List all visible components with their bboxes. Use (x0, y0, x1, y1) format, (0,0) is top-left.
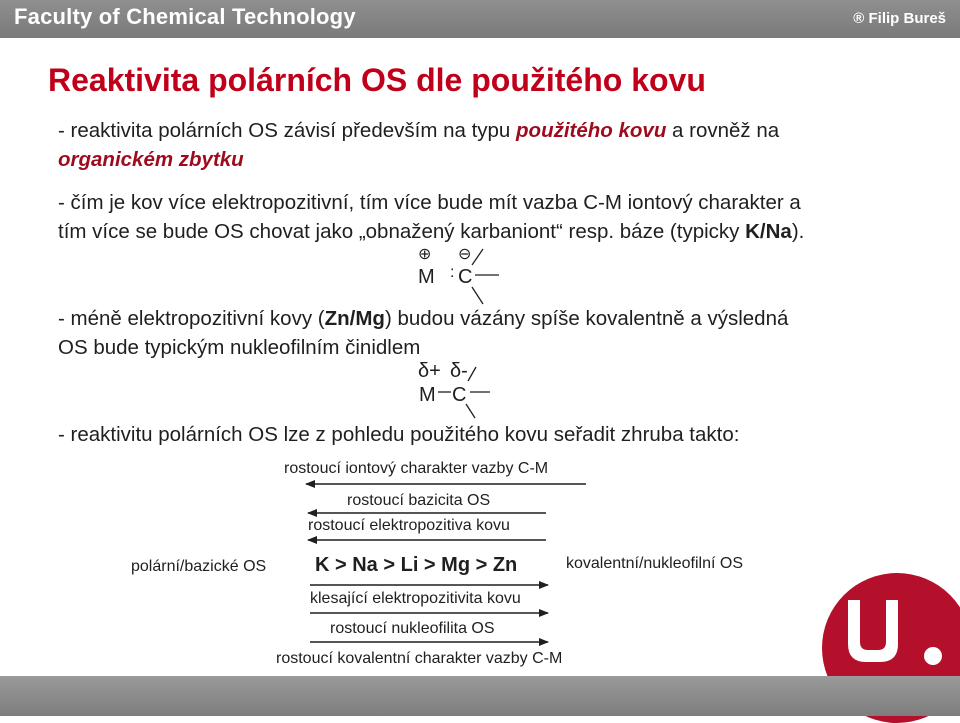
slide-title: Reaktivita polárních OS dle použitého kovu (48, 62, 706, 98)
faculty-name: Faculty of Chemical Technology (14, 4, 356, 29)
paragraph-2-line-2c: ). (791, 220, 805, 243)
paragraph-3-line-2: OS bude typickým nukleofilním činidlem (58, 336, 421, 359)
covalent-carbon-symbol: C (452, 384, 467, 406)
ionic-minus-charge: ⊖ (458, 246, 472, 263)
covalent-delta-plus: δ+ (418, 360, 441, 382)
paragraph-2-line-1: - čím je kov více elektropozitivní, tím více bude mít vazba C-M iontový charakter a (58, 191, 801, 214)
ionic-metal-symbol: M (418, 266, 435, 288)
metal-reactivity-series: K > Na > Li > Mg > Zn (315, 554, 518, 576)
paragraph-3-metals: Zn/Mg (324, 307, 385, 330)
paragraph-1-text-a: - reaktivita polárních OS závisí především na typu (58, 119, 517, 142)
paragraph-1-emphasis-residue: organickém zbytku (58, 148, 244, 171)
ionic-lone-pair: : (450, 264, 455, 281)
paragraph-2-metals: K/Na (745, 220, 792, 243)
label-polar-basic: polární/bazické OS (131, 558, 267, 575)
label-covalent-character: rostoucí kovalentní charakter vazby C-M (276, 650, 563, 667)
label-electropositivity: rostoucí elektropozitiva kovu (308, 517, 510, 534)
paragraph-2-line-2a: tím více se bude OS chovat jako „obnažený karbaniont“ resp. báze (typicky (58, 220, 746, 243)
paragraph-3-line-1c: ) budou vázány spíše kovalentně a výsledná (384, 307, 789, 330)
paragraph-3-line-1a: - méně elektropozitivní kovy ( (58, 307, 325, 330)
label-ionic-character: rostoucí iontový charakter vazby C-M (284, 460, 549, 477)
label-basicity: rostoucí bazicita OS (347, 492, 491, 509)
label-decreasing-electropositivity: klesající elektropozitivita kovu (310, 590, 521, 607)
label-nucleophilicity: rostoucí nukleofilita OS (330, 620, 495, 637)
ionic-plus-charge: ⊕ (418, 246, 432, 263)
paragraph-4: - reaktivitu polárních OS lze z pohledu použitého kovu seřadit zhruba takto: (58, 423, 740, 446)
ionic-carbon-symbol: C (458, 266, 473, 288)
covalent-delta-minus: δ- (450, 360, 468, 382)
author-credit: ® Filip Bureš (853, 10, 946, 27)
paragraph-1-text-c: a rovněž na (666, 119, 780, 142)
covalent-metal-symbol: M (419, 384, 436, 406)
paragraph-1-emphasis-metal: použitého kovu (516, 119, 667, 142)
label-covalent-nucleophilic: kovalentní/nukleofilní OS (566, 555, 743, 572)
